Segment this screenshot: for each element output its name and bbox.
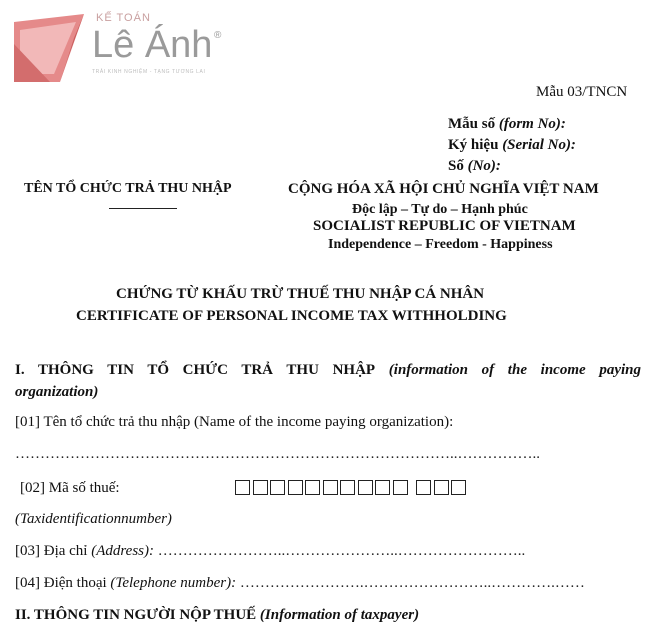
form-code: Mẫu 03/TNCN bbox=[536, 84, 628, 100]
logo-registered-mark: ® bbox=[214, 30, 222, 41]
number-en: (No): bbox=[467, 158, 501, 174]
field01-label: [01] Tên tổ chức trả thu nhập (Name of the income paying organization): bbox=[15, 414, 454, 430]
logo-mark-icon bbox=[14, 14, 84, 82]
republic-vn: CỘNG HÓA XÃ HỘI CHỦ NGHĨA VIỆT NAM bbox=[288, 181, 599, 197]
tax-id-digit-box[interactable] bbox=[288, 480, 303, 495]
field03-en: (Address): bbox=[91, 543, 154, 559]
tax-id-digit-box[interactable] bbox=[270, 480, 285, 495]
section1-title-en-cont: organization) bbox=[15, 384, 99, 400]
tax-id-digit-box[interactable] bbox=[323, 480, 338, 495]
org-header-underline bbox=[109, 208, 177, 209]
number-line bbox=[448, 158, 501, 175]
doc-title-en: CERTIFICATE OF PERSONAL INCOME TAX WITHHOLDING bbox=[76, 308, 507, 324]
number-label: Số bbox=[448, 158, 464, 174]
form-no-line bbox=[448, 116, 566, 133]
republic-en: SOCIALIST REPUBLIC OF VIETNAM bbox=[313, 218, 576, 234]
field01-dots[interactable]: ……………………………………………………………………………..…………….. bbox=[15, 446, 540, 462]
section2-title-en: (Information of taxpayer) bbox=[259, 607, 420, 623]
org-header: TÊN TỔ CHỨC TRẢ THU NHẬP bbox=[24, 181, 232, 196]
section1-title: I. THÔNG TIN TỔ CHỨC TRẢ THU NHẬP bbox=[15, 362, 376, 378]
tax-id-digit-box[interactable] bbox=[253, 480, 268, 495]
tax-id-digit-box[interactable] bbox=[375, 480, 390, 495]
field04-line bbox=[15, 575, 585, 592]
tax-id-digit-box[interactable] bbox=[451, 480, 466, 495]
logo-name: Lê Ánh bbox=[92, 24, 213, 66]
tax-id-digit-box[interactable] bbox=[434, 480, 449, 495]
tax-id-digit-box[interactable] bbox=[305, 480, 320, 495]
tax-id-digit-box[interactable] bbox=[358, 480, 373, 495]
section1-title-en: (information of the income paying bbox=[388, 362, 641, 378]
motto-en: Independence – Freedom - Happiness bbox=[328, 237, 553, 252]
logo-tagline: TRẢI KINH NGHIỆM - TẠNG TƯƠNG LAI bbox=[92, 69, 206, 75]
field03-label: [03] Địa chỉ bbox=[15, 543, 88, 559]
section2-title: II. THÔNG TIN NGƯỜI NỘP THUẾ bbox=[15, 607, 257, 623]
motto-vn: Độc lập – Tự do – Hạnh phúc bbox=[352, 202, 528, 217]
tax-id-boxes-main[interactable] bbox=[235, 480, 410, 495]
serial-line bbox=[448, 137, 576, 154]
logo-top-text: KẾ TOÁN bbox=[96, 12, 151, 24]
form-no-label: Mẫu số bbox=[448, 116, 496, 132]
tax-id-digit-box[interactable] bbox=[416, 480, 431, 495]
field03-line bbox=[15, 543, 525, 560]
tax-id-digit-box[interactable] bbox=[340, 480, 355, 495]
section1-heading bbox=[15, 362, 641, 379]
serial-label: Ký hiệu bbox=[448, 137, 499, 153]
doc-title-vn: CHỨNG TỪ KHẤU TRỪ THUẾ THU NHẬP CÁ NHÂN bbox=[116, 286, 485, 302]
field02-en: (Taxidentificationnumber) bbox=[15, 511, 172, 527]
tax-id-digit-box[interactable] bbox=[393, 480, 408, 495]
field03-dots[interactable]: ……………………..…………………..…………………….. bbox=[157, 543, 526, 559]
field04-label: [04] Điện thoại bbox=[15, 575, 107, 591]
tax-id-digit-box[interactable] bbox=[235, 480, 250, 495]
tax-id-boxes-branch[interactable] bbox=[416, 480, 469, 495]
serial-en: (Serial No): bbox=[502, 137, 576, 153]
field04-dots[interactable]: …………………….……………………..………….…… bbox=[239, 575, 585, 591]
form-no-en: (form No): bbox=[498, 116, 566, 132]
field02-label: [02] Mã số thuế: bbox=[20, 480, 120, 496]
section2-heading bbox=[15, 607, 419, 624]
field04-en: (Telephone number): bbox=[110, 575, 237, 591]
